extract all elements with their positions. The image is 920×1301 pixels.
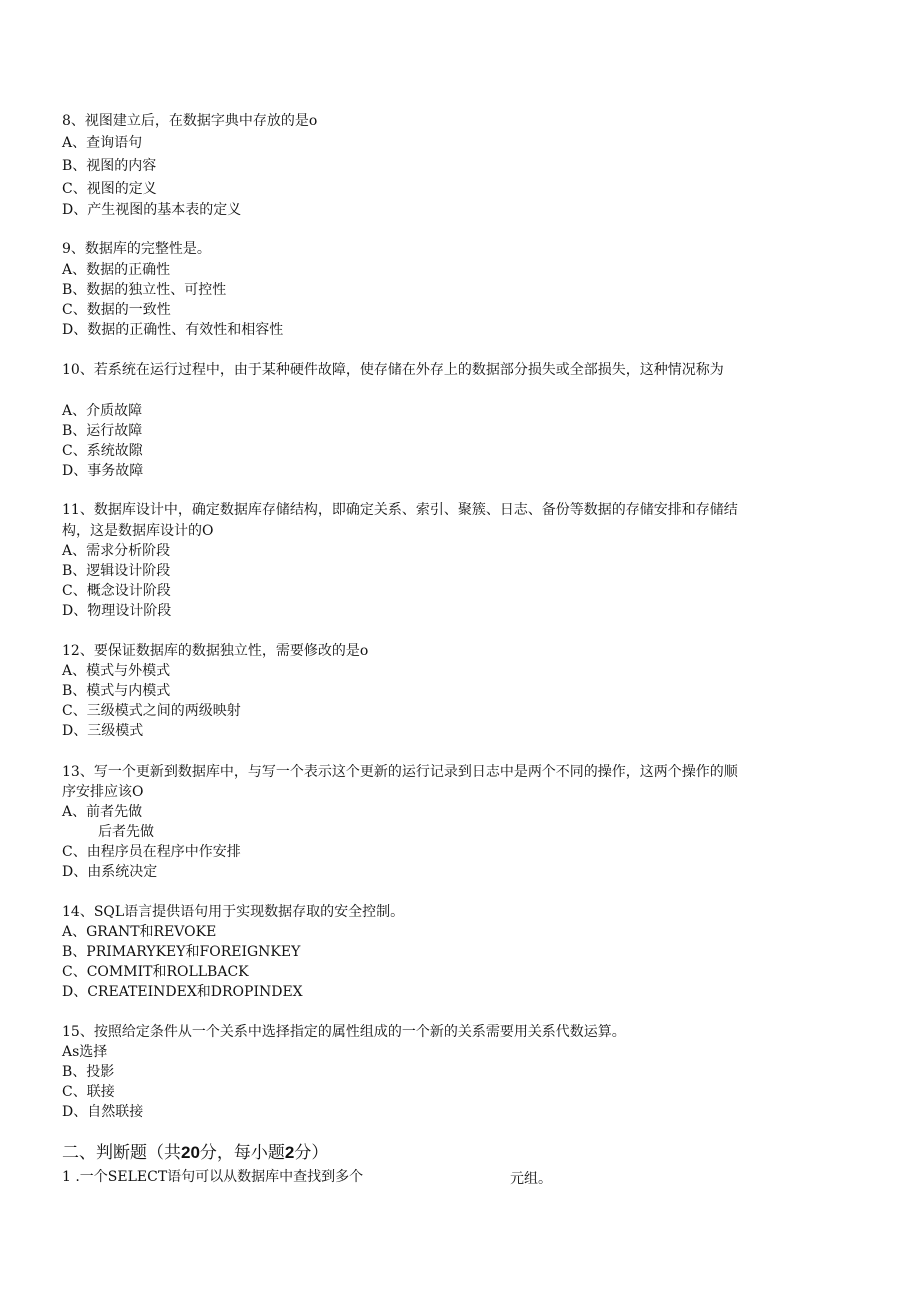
q9-option-b: B、数据的独立性、可控性 bbox=[62, 282, 227, 298]
q11-option-b: B、逻辑设计阶段 bbox=[62, 563, 171, 579]
q14-stem: 14、SQL语言提供语句用于实现数据存取的安全控制。 bbox=[62, 904, 405, 920]
q9-option-a: A、数据的正确性 bbox=[62, 262, 171, 278]
q14-option-c: C、COMMIT和ROLLBACK bbox=[62, 964, 249, 980]
q13-option-d: D、由系统决定 bbox=[62, 864, 158, 880]
section-heading-mid: 分，每小题 bbox=[199, 1143, 285, 1163]
q13-option-c: C、由程序员在程序中作安排 bbox=[62, 844, 241, 860]
q15-stem: 15、按照给定条件从一个关系中选择指定的属性组成的一个新的关系需要用关系代数运算。 bbox=[62, 1024, 626, 1040]
q12-stem: 12、要保证数据库的数据独立性，需要修改的是o bbox=[62, 643, 369, 659]
q13-option-b: 后者先做 bbox=[98, 824, 154, 840]
q11-option-a: A、需求分析阶段 bbox=[62, 543, 171, 559]
section-heading-total: 20 bbox=[181, 1143, 200, 1162]
q8-option-c: C、视图的定义 bbox=[62, 181, 157, 197]
q8-option-a: A、查询语句 bbox=[62, 135, 143, 151]
judgment-1-left: 1 .一个SELECT语句可以从数据库中查找到多个 bbox=[62, 1169, 364, 1185]
q12-option-d: D、三级模式 bbox=[62, 723, 144, 739]
q13-stem-line2: 序安排应该O bbox=[62, 784, 144, 800]
q13-option-a: A、前者先做 bbox=[62, 804, 143, 820]
q8-option-b: B、视图的内容 bbox=[62, 158, 157, 174]
section-heading-each: 2 bbox=[284, 1143, 295, 1162]
judgment-1-right: 元组。 bbox=[510, 1171, 552, 1187]
q10-stem: 10、若系统在运行过程中，由于某种硬件故障，使存储在外存上的数据部分损失或全部损失，这种情况称为 bbox=[62, 362, 724, 378]
q12-option-a: A、模式与外模式 bbox=[62, 663, 171, 679]
q10-option-a: A、介质故障 bbox=[62, 403, 143, 419]
q9-option-d: D、数据的正确性、有效性和相容性 bbox=[62, 322, 284, 338]
q14-option-b: B、PRIMARYKEY和FOREIGNKEY bbox=[62, 944, 301, 960]
q11-option-d: D、物理设计阶段 bbox=[62, 603, 172, 619]
section-heading-suffix: 分） bbox=[294, 1143, 329, 1163]
q11-stem-line2: 构，这是数据库设计的O bbox=[62, 523, 214, 539]
q14-option-d: D、CREATEINDEX和DROPINDEX bbox=[62, 984, 303, 1000]
q8-stem: 8、视图建立后，在数据字典中存放的是o bbox=[62, 113, 318, 129]
q15-option-d: D、自然联接 bbox=[62, 1104, 144, 1120]
q13-stem-line1: 13、写一个更新到数据库中，与写一个表示这个更新的运行记录到日志中是两个不同的操作，这两个操作的顺 bbox=[62, 764, 738, 780]
q10-option-b: B、运行故障 bbox=[62, 423, 143, 439]
q8-option-d: D、产生视图的基本表的定义 bbox=[62, 202, 242, 218]
q9-option-c: C、数据的一致性 bbox=[62, 302, 171, 318]
q15-option-c: C、联接 bbox=[62, 1084, 115, 1100]
q15-option-b: B、投影 bbox=[62, 1064, 115, 1080]
q10-option-d: D、事务故障 bbox=[62, 463, 144, 479]
q11-option-c: C、概念设计阶段 bbox=[62, 583, 171, 599]
q9-stem: 9、数据库的完整性是。 bbox=[62, 241, 211, 257]
section-heading bbox=[62, 1142, 328, 1164]
q12-option-c: C、三级模式之间的两级映射 bbox=[62, 703, 241, 719]
q15-option-a: As选择 bbox=[62, 1044, 108, 1060]
q11-stem-line1: 11、数据库设计中，确定数据库存储结构，即确定关系、索引、聚簇、日志、备份等数据的存储安排和存储结 bbox=[62, 502, 738, 518]
q14-option-a: A、GRANT和REVOKE bbox=[62, 924, 217, 940]
section-heading-prefix: 二、判断题（共 bbox=[62, 1143, 181, 1163]
q10-option-c: C、系统故隙 bbox=[62, 443, 143, 459]
q12-option-b: B、模式与内模式 bbox=[62, 683, 171, 699]
